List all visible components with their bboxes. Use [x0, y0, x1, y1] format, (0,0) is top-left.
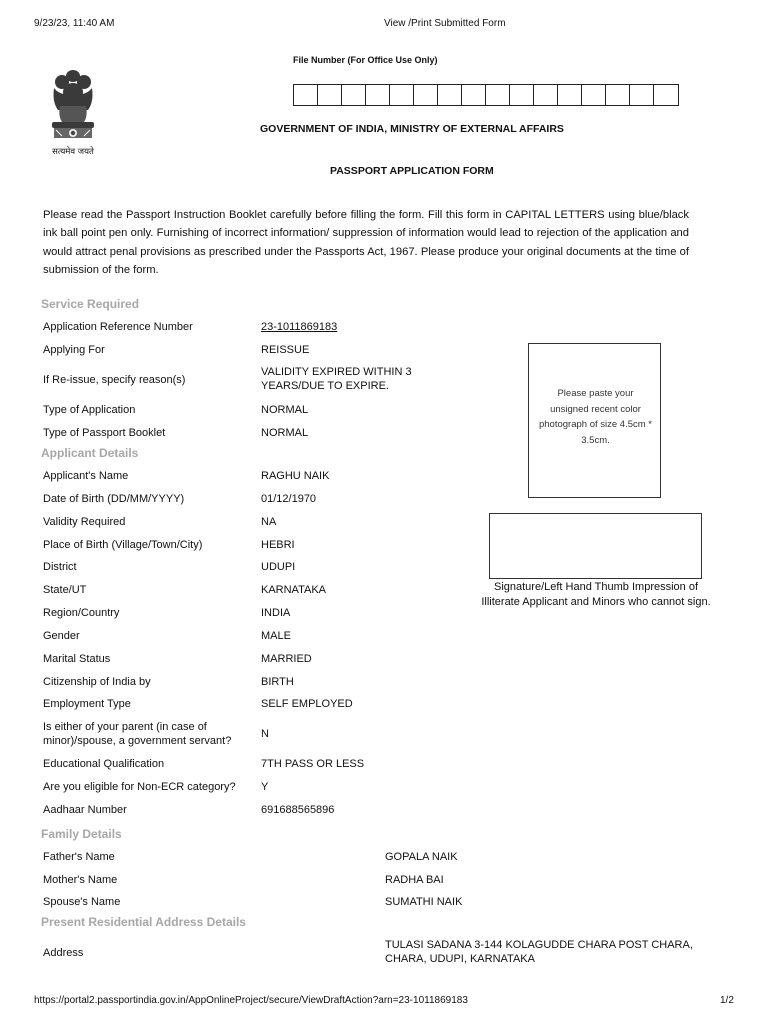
file-number-digit-box: [486, 85, 510, 105]
address-value: TULASI SADANA 3-144 KOLAGUDDE CHARA POST CHARA, CHARA, UDUPI, KARNATAKA: [385, 939, 693, 965]
section-heading-service-required: Service Required: [41, 297, 140, 311]
field-value: UDUPI: [261, 561, 296, 573]
file-number-digit-box: [630, 85, 654, 105]
emblem-motto: सत्यमेव जयते: [52, 147, 94, 157]
print-datetime: 9/23/23, 11:40 AM: [34, 18, 115, 29]
file-number-digit-box: [582, 85, 606, 105]
field-label: Region/Country: [43, 607, 120, 619]
field-value: VALIDITY EXPIRED WITHIN 3 YEARS/DUE TO EXPIRE.: [261, 366, 412, 392]
field-value: 7TH PASS OR LESS: [261, 758, 365, 770]
instructions-paragraph: Please read the Passport Instruction Booklet carefully before filling the form. Fill this form in CAPITAL LETTERS using blue/black ink ball point pen only. Furnishing of incorrect information/ suppression of information would lead to rejection of the application and would attract penal provisions as prescribed under the Passports Act, 1967. Please produce your original documents at the time of submission of the form.: [43, 209, 689, 276]
field-value: RADHA BAI: [385, 874, 444, 886]
file-number-digit-box: [414, 85, 438, 105]
field-value: NORMAL: [261, 427, 309, 439]
file-number-label: File Number (For Office Use Only): [293, 55, 438, 65]
print-page-number: 1/2: [720, 995, 734, 1006]
field-label: Type of Application: [43, 404, 136, 416]
field-label: Citizenship of India by: [43, 676, 151, 688]
field-label: Father's Name: [43, 851, 115, 863]
signature-caption: Signature/Left Hand Thumb Impression of Illiterate Applicant and Minors who cannot sign.: [481, 581, 711, 608]
field-value: MALE: [261, 630, 291, 642]
field-label: Date of Birth (DD/MM/YYYY): [43, 493, 185, 505]
field-label: Gender: [43, 630, 80, 642]
field-value: SUMATHI NAIK: [385, 896, 463, 908]
field-value: 01/12/1970: [261, 493, 317, 505]
photo-instructions: Please paste your unsigned recent color photograph of size 4.5cm * 3.5cm.: [538, 388, 652, 446]
field-value: 691688565896: [261, 804, 335, 816]
field-label: Aadhaar Number: [43, 804, 127, 816]
file-number-boxes: [293, 84, 679, 106]
national-emblem-logo: [40, 66, 106, 162]
field-value: GOPALA NAIK: [385, 851, 458, 863]
field-value: NORMAL: [261, 404, 309, 416]
field-value: KARNATAKA: [261, 584, 326, 596]
field-value: MARRIED: [261, 653, 312, 665]
field-label: Type of Passport Booklet: [43, 427, 166, 439]
field-value: BIRTH: [261, 676, 294, 688]
field-label: Validity Required: [43, 516, 126, 528]
field-label: District: [43, 561, 77, 573]
field-label: Employment Type: [43, 698, 131, 710]
file-number-digit-box: [366, 85, 390, 105]
field-value: REISSUE: [261, 344, 310, 356]
field-label: State/UT: [43, 584, 87, 596]
field-label: Marital Status: [43, 653, 111, 665]
print-page-title: View /Print Submitted Form: [384, 18, 506, 29]
field-label: Applying For: [43, 344, 105, 356]
file-number-digit-box: [462, 85, 486, 105]
file-number-digit-box: [318, 85, 342, 105]
field-value: INDIA: [261, 607, 291, 619]
section-heading-applicant-details: Applicant Details: [41, 446, 139, 460]
field-label: Are you eligible for Non-ECR category?: [43, 781, 236, 793]
field-label: Place of Birth (Village/Town/City): [43, 539, 203, 551]
field-label: Application Reference Number: [43, 321, 193, 333]
section-heading-family-details: Family Details: [41, 827, 122, 841]
field-value: RAGHU NAIK: [261, 470, 330, 482]
file-number-digit-box: [654, 85, 678, 105]
field-label: Is either of your parent (in case of minor)/spouse, a government servant?: [43, 721, 232, 747]
field-value: Y: [261, 781, 269, 793]
section-heading-address-details: Present Residential Address Details: [41, 915, 246, 929]
field-value: N: [261, 728, 269, 740]
print-url: https://portal2.passportindia.gov.in/AppOnlineProject/secure/ViewDraftAction?arn=23-1011869183: [34, 995, 468, 1006]
file-number-digit-box: [558, 85, 582, 105]
field-value: NA: [261, 516, 277, 528]
file-number-digit-box: [390, 85, 414, 105]
form-title: PASSPORT APPLICATION FORM: [330, 165, 494, 177]
file-number-digit-box: [294, 85, 318, 105]
file-number-digit-box: [606, 85, 630, 105]
field-label: Mother's Name: [43, 874, 118, 886]
signature-box: [489, 513, 702, 579]
field-label: Spouse's Name: [43, 896, 121, 908]
file-number-digit-box: [438, 85, 462, 105]
field-label: Address: [43, 947, 84, 959]
field-label: If Re-issue, specify reason(s): [43, 374, 186, 386]
application-reference-number: 23-1011869183: [261, 321, 338, 333]
field-label: Educational Qualification: [43, 758, 165, 770]
ministry-heading: GOVERNMENT OF INDIA, MINISTRY OF EXTERNAL AFFAIRS: [260, 123, 564, 135]
file-number-digit-box: [342, 85, 366, 105]
field-value: SELF EMPLOYED: [261, 698, 353, 710]
field-label: Applicant's Name: [43, 470, 129, 482]
file-number-digit-box: [534, 85, 558, 105]
field-value: HEBRI: [261, 539, 295, 551]
file-number-digit-box: [510, 85, 534, 105]
photo-placeholder-box: [528, 343, 661, 498]
